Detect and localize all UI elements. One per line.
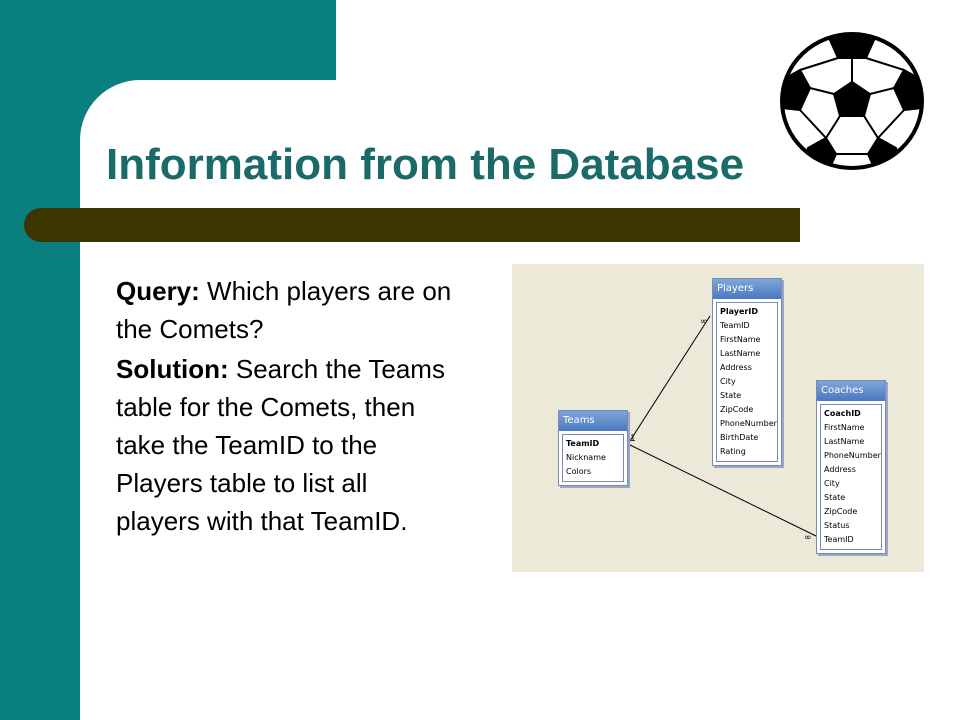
field-item[interactable]: City bbox=[824, 479, 840, 488]
many-side-label-players: ∞ bbox=[700, 317, 708, 327]
slide-title: Information from the Database bbox=[106, 140, 745, 189]
field-item[interactable]: TeamID bbox=[566, 439, 600, 448]
table-teams-header: Teams bbox=[559, 411, 627, 431]
teams-players-relationship-line bbox=[628, 316, 710, 444]
table-teams[interactable] bbox=[558, 410, 628, 486]
field-item[interactable]: Address bbox=[824, 465, 856, 474]
field-item[interactable]: Nickname bbox=[566, 453, 606, 462]
field-item[interactable]: FirstName bbox=[824, 423, 865, 432]
table-players-fields bbox=[716, 302, 778, 462]
field-item[interactable]: PhoneNumber bbox=[824, 451, 881, 460]
field-item[interactable]: BirthDate bbox=[720, 433, 759, 442]
query-label: Query: bbox=[116, 276, 200, 306]
table-coaches-header: Coaches bbox=[817, 381, 885, 401]
slide-body bbox=[116, 272, 456, 542]
field-item[interactable]: PhoneNumber bbox=[720, 419, 777, 428]
field-item[interactable]: Colors bbox=[566, 467, 592, 476]
one-side-label: 1 bbox=[630, 434, 636, 444]
table-players-header: Players bbox=[713, 279, 781, 299]
field-item[interactable]: State bbox=[824, 493, 846, 502]
field-item[interactable]: LastName bbox=[824, 437, 865, 446]
field-item[interactable]: PlayerID bbox=[720, 307, 758, 316]
table-players[interactable] bbox=[712, 278, 782, 466]
title-underline-bar bbox=[24, 208, 800, 242]
query-text: Which players are on the Comets? bbox=[116, 276, 452, 344]
solution-paragraph bbox=[116, 350, 456, 540]
relationships-diagram bbox=[512, 264, 924, 572]
solution-label: Solution: bbox=[116, 354, 229, 384]
soccer-ball-icon bbox=[778, 30, 926, 172]
field-item[interactable]: Status bbox=[824, 521, 850, 530]
field-item[interactable]: ZipCode bbox=[824, 507, 858, 516]
table-coaches[interactable] bbox=[816, 380, 886, 554]
field-item[interactable]: ZipCode bbox=[720, 405, 754, 414]
field-item[interactable]: FirstName bbox=[720, 335, 761, 344]
field-item[interactable]: CoachID bbox=[824, 409, 861, 418]
field-item[interactable]: City bbox=[720, 377, 736, 386]
field-item[interactable]: Rating bbox=[720, 447, 746, 456]
field-item[interactable]: Address bbox=[720, 363, 752, 372]
query-paragraph bbox=[116, 272, 456, 348]
field-item[interactable]: TeamID bbox=[824, 535, 854, 544]
many-side-label-coaches: ∞ bbox=[804, 533, 812, 543]
table-teams-fields bbox=[562, 434, 624, 482]
field-item[interactable]: LastName bbox=[720, 349, 761, 358]
solution-text: Search the Teams table for the Comets, then take the TeamID to the Players table to list all players with that TeamID. bbox=[116, 354, 445, 536]
table-coaches-fields bbox=[820, 404, 882, 550]
field-item[interactable]: TeamID bbox=[720, 321, 750, 330]
field-item[interactable]: State bbox=[720, 391, 742, 400]
